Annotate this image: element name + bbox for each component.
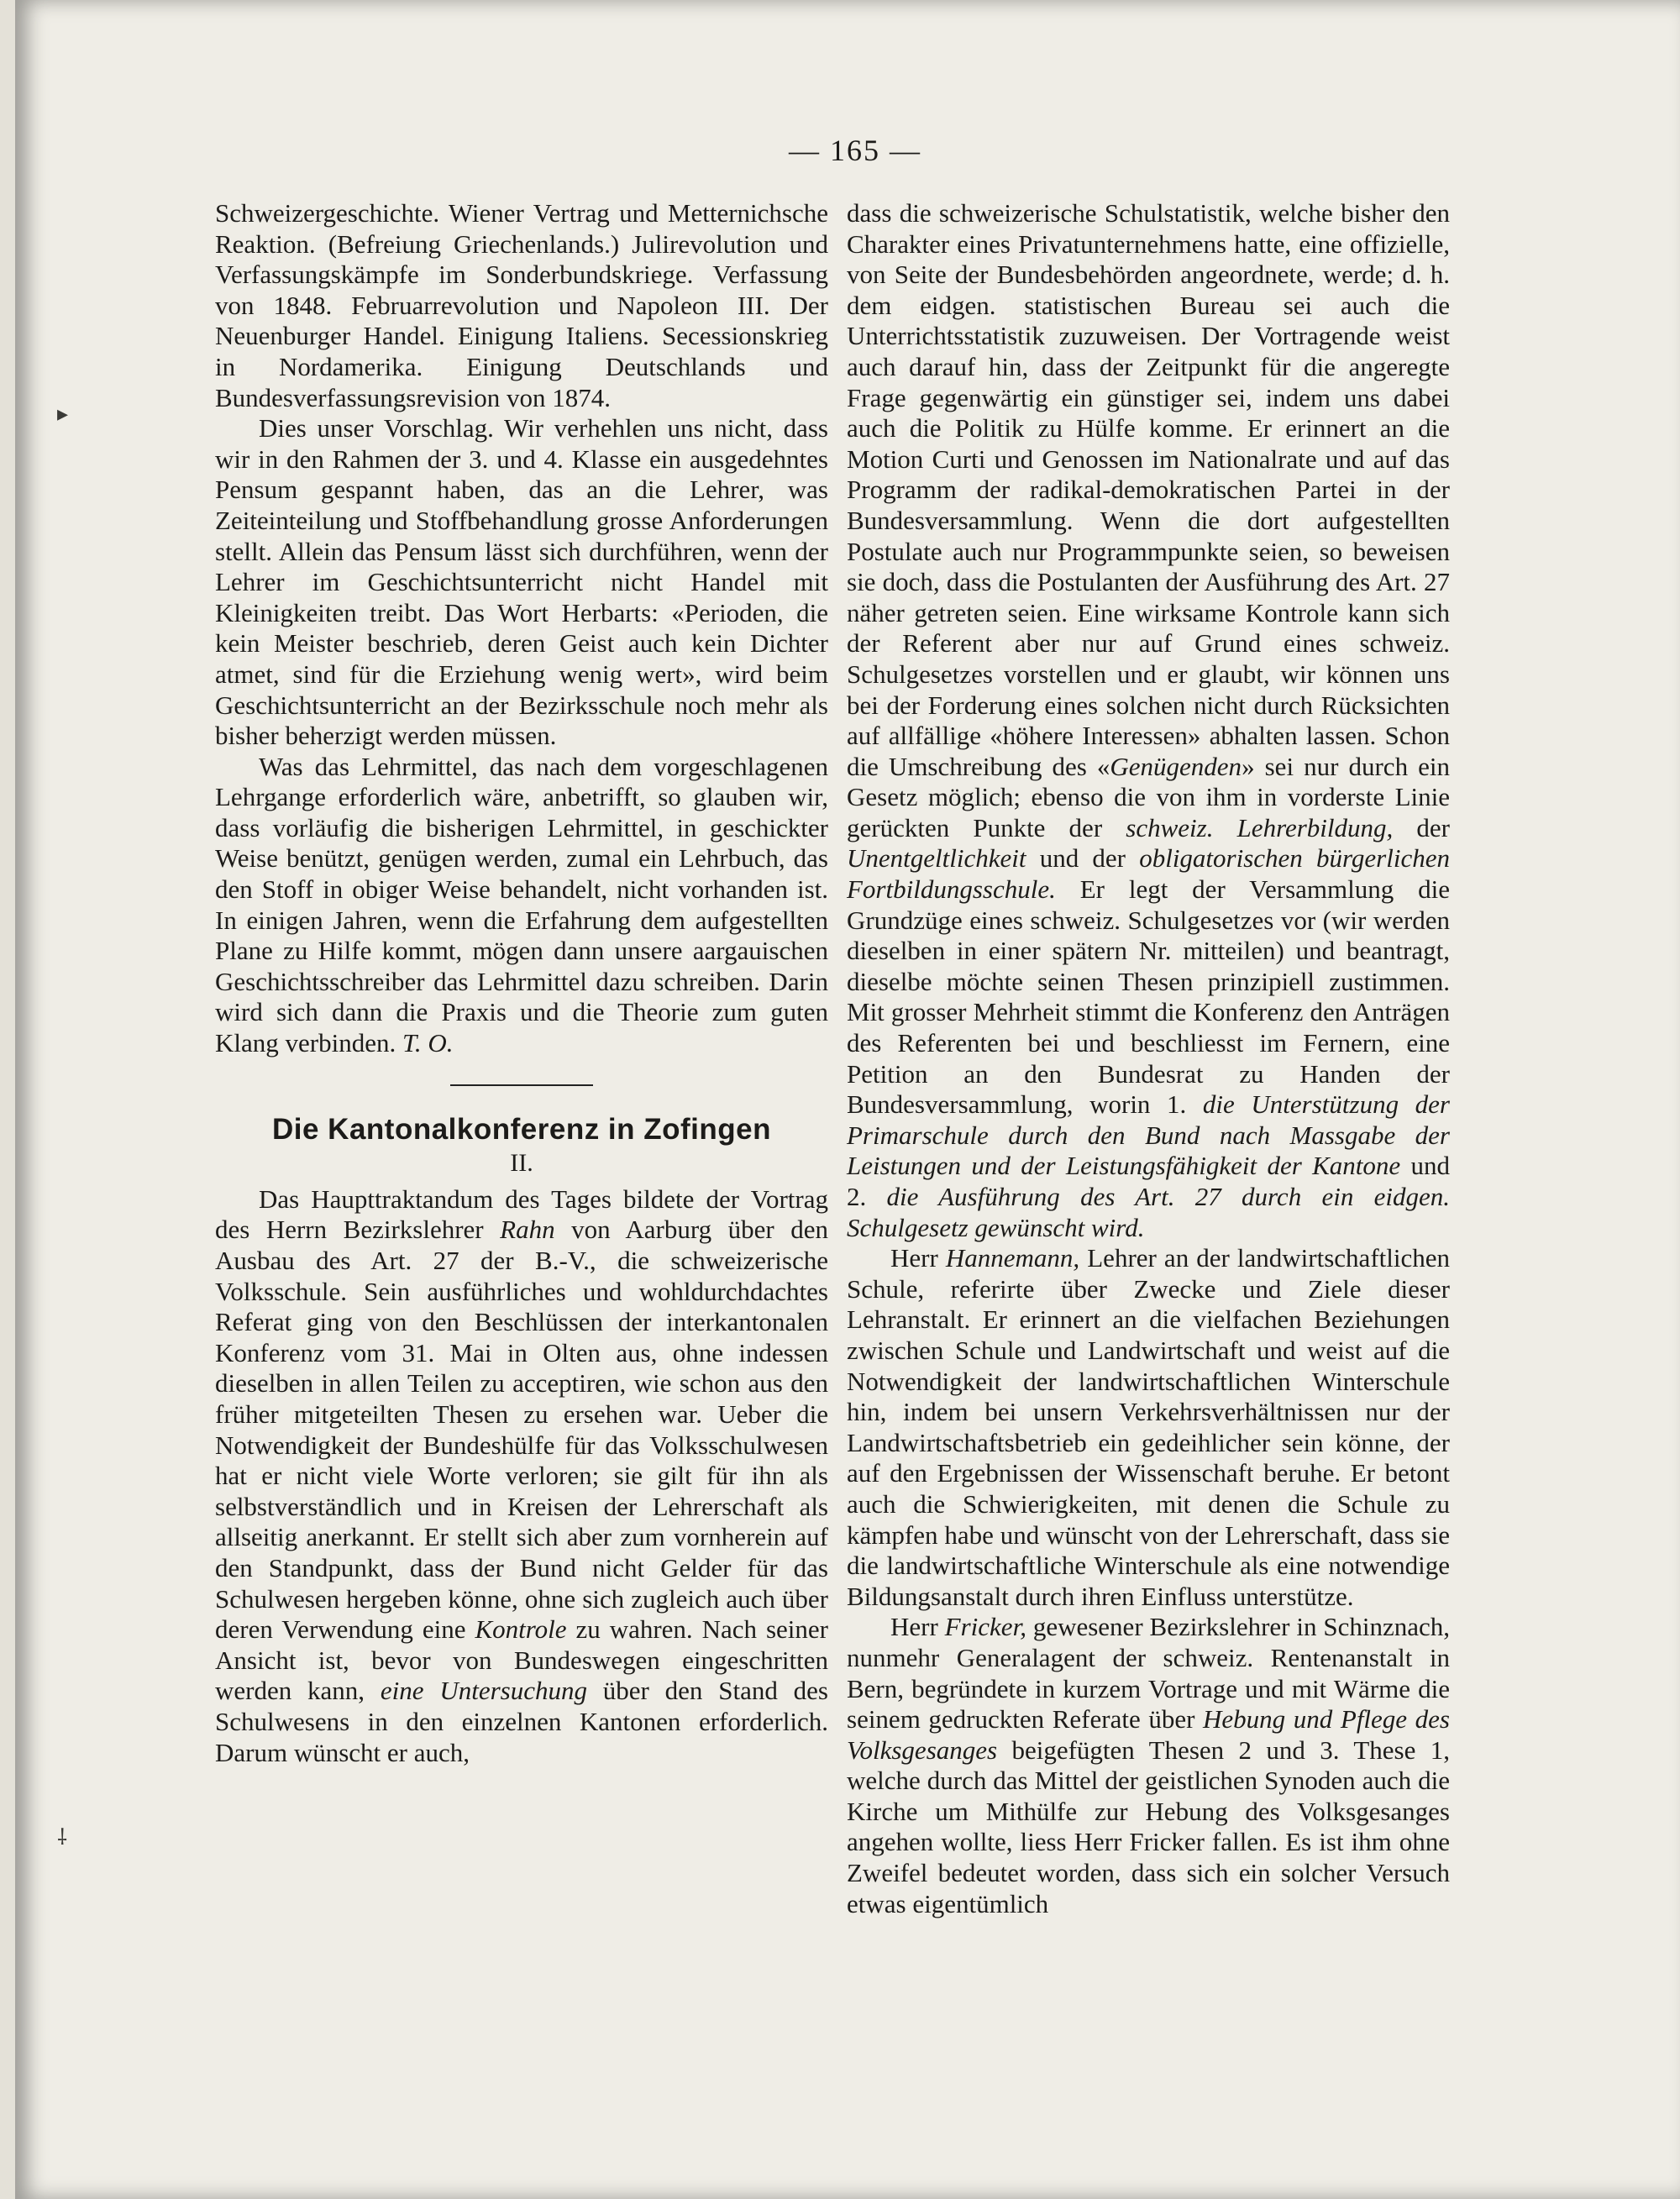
text-run: und der — [1026, 843, 1140, 874]
margin-mark: ▸ — [57, 401, 69, 427]
emphasis-kontrole: Kontrole — [475, 1614, 567, 1645]
section-divider — [450, 1084, 593, 1086]
text-run: der — [1393, 812, 1450, 842]
document-page — [15, 0, 1680, 2199]
emphasis-unterstuetzung: die Unterstützung der Primarschule durch den Bund nach Massgabe der Leistungen und der Leistungsfähigkeit der Kantone — [847, 1089, 1450, 1181]
emphasis-fortbildungsschule: obligatorischen bürgerlichen Fortbildungsschule. — [847, 843, 1450, 905]
left-column — [215, 198, 828, 1768]
text-run: Das Haupttraktandum des Tages bildete der Vortrag des Herrn Bezirkslehrer — [215, 1183, 828, 1245]
paragraph-history-list: Schweizergeschichte. Wiener Vertrag und Metternichsche Reaktion. (Befreiung Griechenlands.) Julirevolution und Verfassungskämpfe im Sonderbundskriege. Verfassung von 1848. Februarrevolution und Napoleon III. Der Neuenburger Handel. Einigung Italiens. Secessionskrieg in Nordamerika. Einigung Deutschlands und Bundesverfassungsrevision von 1874. — [215, 198, 828, 412]
text-run: Herr — [890, 1612, 945, 1642]
text-run: gewesener Bezirkslehrer in Schinznach, nunmehr Generalagent der schweiz. Rentenanstalt in Bern, begründete in kurzem Vortrage und mit Wärme die seinem gedruckten Referate über — [847, 1612, 1450, 1735]
page-number: — 165 — — [789, 134, 921, 167]
paragraph-main-topic — [215, 1184, 828, 1768]
paragraph-textbook — [215, 752, 828, 1059]
text-run: zu wahren. Nach seiner Ansicht ist, bevor von Bundeswegen eingeschritten werden kann, — [215, 1614, 828, 1706]
emphasis-untersuchung: eine Untersuchung — [380, 1676, 587, 1706]
author-signature: T. O. — [402, 1028, 454, 1058]
text-run: beigefügten Thesen 2 und 3. These 1, welche durch das Mittel der geistlichen Synoden auch die Kirche um Mithülfe zur Hebung des Volksgesanges angehen wollte, liess Herr Fricker fallen. Es ist ihm ohne Zweifel bedeutet worden, dass sich ein solcher Versuch etwas eigentümlich — [847, 1735, 1450, 1918]
text-run: Er legt der Versammlung die Grundzüge eines schweiz. Schulgesetzes vor (wir werden dieselben in einer spätern Nr. mitteilen) und beantragt, dieselbe möchte seinen Thesen prinzipiell zustimmen. Mit grosser Mehrheit stimmt die Konferenz den Anträgen des Referenten bei und beschliesst im Fernern, eine Petition an den Bundesrat zu Handen der Bundesversammlung, worin 1. — [847, 874, 1450, 1120]
text-run: Herr — [890, 1243, 946, 1273]
emphasis-ausfuehrung: die Ausführung des Art. 27 durch ein eidgen. Schulgesetz gewünscht wird. — [847, 1182, 1450, 1242]
emphasis-genuegenden: Genügenden — [1110, 751, 1242, 781]
text-run: und 2. — [847, 1151, 1450, 1211]
paragraph-proposal: Dies unser Vorschlag. Wir verhehlen uns nicht, dass wir in den Rahmen der 3. und 4. Klasse ein ausgedehntes Pensum gespannt haben, das an die Lehrer, was Zeiteinteilung und Stoffbehandlung grosse Anforderungen stellt. Allein das Pensum lässt sich durchführen, wenn der Lehrer im Geschichtsunterricht nicht Handel mit Kleinigkeiten treibt. Das Wort Herbarts: «Perioden, die kein Meister beschrieb, deren Geist auch kein Dichter atmet, sind für die Erziehung wenig wert», wird beim Geschichtsunterricht an der Bezirksschule noch mehr als bisher beherzigt werden müssen. — [215, 413, 828, 751]
section-number: II. — [510, 1149, 533, 1178]
text-run: von Aarburg über den Ausbau des Art. 27 der B.-V., die schweizerische Volksschule. Sein ausführliches und wohldurchdachtes Referat ging von den Beschlüssen der interkantonalen Konferenz vom 31. Mai in Olten aus, ohne indessen dieselben in allen Teilen zu acceptiren, wie schon aus den früher mitgeteilten Thesen zu ersehen war. Ueber die Notwendigkeit der Bundeshülfe für das Volksschulwesen hat er nicht viele Worte verloren; sie gilt für ihn als selbstverständlich und in Kreisen der Lehrerschaft als allseitig anerkannt. Er stellt sich aber zum vornherein auf den Standpunkt, dass der Bund nicht Gelder für das Schulwesen hergeben könne, ohne sich zugleich auch über deren Verwendung eine — [215, 1215, 828, 1645]
person-name-hannemann: Hannemann, — [945, 1243, 1080, 1273]
text-run: über den Stand des Schulwesens in den einzelnen Kantonen erforderlich. Darum wünscht er auch, — [215, 1676, 828, 1767]
text-run: dass die schweizerische Schulstatistik, welche bisher den Charakter eines Privatunternehmens hatte, eine offizielle, von Seite der Bundesbehörden angeordnete, werde; d. h. dem eidgen. statistischen Bureau sei auch die Unterrichtsstatistik zuzuweisen. Der Vortragende weist auch darauf hin, dass der Zeitpunkt für die angeregte Frage gegenwärtig ein günstiger sei, indem uns dabei auch die Politik zu Hülfe komme. Er erinnert an die Motion Curti und Genossen im Nationalrate und auf das Programm der radikal-demokratischen Partei in der Bundesversammlung. Wenn die dort aufgestellten Postulate auch nur Programmpunkte seien, so beweisen sie doch, dass die Postulanten der Ausführung des Art. 27 näher getreten seien. Eine wirksame Kontrole kann sich der Referent aber nur auf Grund eines schweiz. Schulgesetzes vorstellen und er glaubt, wir können uns bei der Forderung eines solchen nicht durch Rücksichten auf allfällige «höhere Interessen» abhalten lassen. Schon die Umschreibung des « — [847, 198, 1450, 781]
paragraph-fricker — [847, 1612, 1450, 1919]
text-run: Lehrer an der landwirtschaftlichen Schule, referirte über Zwecke und Ziele dieser Lehranstalt. Er erinnert an die vielfachen Beziehungen zwischen Schule und Landwirtschaft und weist auf die Notwendigkeit der landwirtschaftlichen Winterschule hin, indem bei unsern Verkehrsverhältnissen nur der Landwirtschaftsbetrieb ein gedeihlicher sein könne, der auf den Ergebnissen der Wissenschaft beruhe. Er betont auch die Schwierigkeiten, mit denen die Schule zu kämpfen habe und wünscht von der Lehrerschaft, dass sie die landwirtschaftliche Winterschule als eine notwendige Bildungsanstalt durch ihren Einfluss unterstütze. — [847, 1243, 1450, 1611]
article-heading: Die Kantonalkonferenz in Zofingen — [271, 1112, 772, 1146]
margin-mark-lower: ⸸ — [57, 1825, 68, 1850]
text-run: » sei nur durch ein Gesetz möglich; ebenso die von ihm in vorderste Linie gerückten Punkte der — [847, 751, 1450, 842]
emphasis-unentgeltlichkeit: Unentgeltlichkeit — [847, 843, 1026, 874]
emphasis-lehrerbildung: schweiz. Lehrerbildung, — [1126, 812, 1394, 842]
paragraph-hannemann — [847, 1243, 1450, 1612]
right-column — [847, 198, 1450, 1919]
paragraph-statistics — [847, 198, 1450, 1243]
person-name-fricker: Fricker, — [944, 1612, 1026, 1642]
person-name-rahn: Rahn — [500, 1215, 555, 1245]
paragraph-textbook-text: Was das Lehrmittel, das nach dem vorgeschlagenen Lehrgange erforderlich wäre, anbetrifft, so glauben wir, dass vorläufig die bisherigen Lehrmittel, in geschickter Weise benützt, genügen werden, zumal ein Lehrbuch, das den Stoff in obiger Weise behandelt, nicht vorhanden ist. In einigen Jahren, wenn die Erfahrung dem aufgestellten Plane zu Hilfe kommt, mögen dann unsere aargauischen Geschichtsschreiber das Lehrmittel dazu schreiben. Darin wird sich dann die Praxis und die Theorie zum guten Klang verbinden. — [215, 751, 828, 1058]
emphasis-volksgesang: Hebung und Pflege des Volksgesanges — [847, 1704, 1450, 1765]
